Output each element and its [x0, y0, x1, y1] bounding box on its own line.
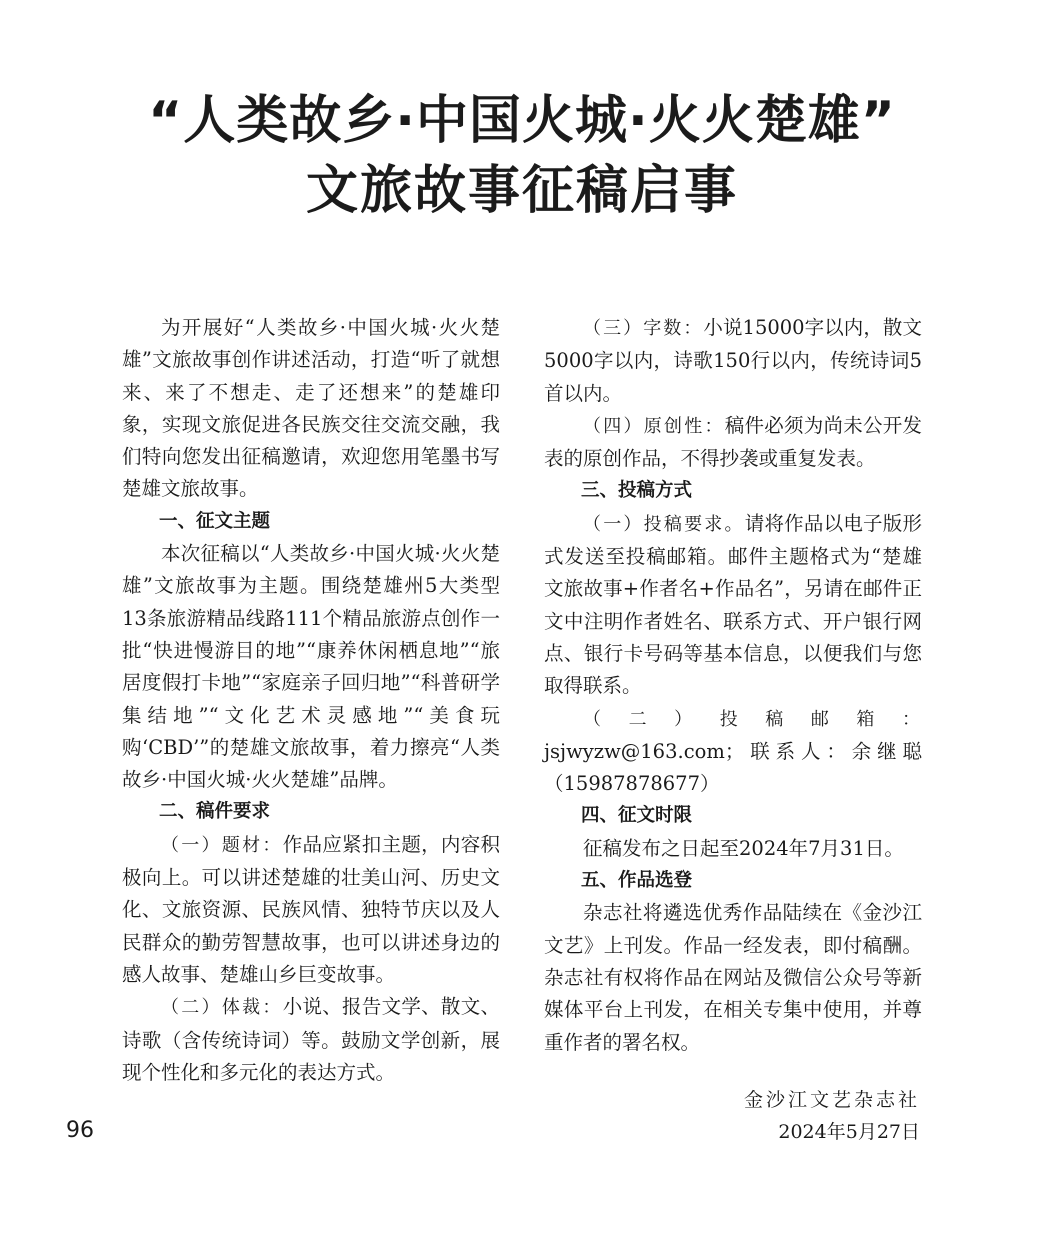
- section-3-item-1: [544, 508, 922, 703]
- item-text: 小说、报告文学、散文、诗歌（含传统诗词）等。鼓励文学创新，展现个性化和多元化的表达方式。: [122, 995, 500, 1084]
- notice-title: [0, 88, 1044, 224]
- section-5-body: 杂志社将遴选优秀作品陆续在《金沙江文艺》上刊发。作品一经发表，即付稿酬。杂志社有权将作品在网站及微信公众号等新媒体平台上刊发，在相关专集中使用，并尊重作者的署名权。: [544, 901, 922, 1054]
- section-2-heading: 二、稿件要求: [159, 801, 271, 823]
- section-2-item-4: [544, 410, 922, 476]
- title-line-2: 文旅故事征稿启事: [305, 161, 738, 221]
- item-text: 请将作品以电子版形式发送至投稿邮箱。邮件主题格式为“楚雄文旅故事+作者名+作品名”，另请在邮件正文中注明作者姓名、联系方式、开户银行网点、银行卡号码等基本信息，以便我们与您取得联系。: [544, 511, 922, 698]
- section-4-body: 征稿发布之日起至2024年7月31日。: [583, 836, 904, 860]
- title-line-1: “人类故乡·中国火城·火火楚雄”: [148, 91, 896, 151]
- item-label: （一）投稿要求。: [583, 513, 745, 535]
- item-label: （四）原创性：: [583, 415, 725, 437]
- item-label: （一）题材：: [161, 834, 283, 856]
- section-3-heading: 三、投稿方式: [581, 480, 693, 502]
- section-1-body: 本次征稿以“人类故乡·中国火城·火火楚雄”文旅故事为主题。围绕楚雄州5大类型13条旅游精品线路111个精品旅游点创作一批“快进慢游目的地”“康养休闲栖息地”“旅居度假打卡地”“家庭亲子回归地”“科普研学集结地”“文化艺术灵感地”“美食玩购‘CBD’”的楚雄文旅故事，着力擦亮“人类故乡·中国火城·火火楚雄”品牌。: [122, 542, 500, 792]
- section-2-item-3: [544, 312, 922, 410]
- item-label: （二）体裁：: [161, 997, 283, 1019]
- right-column: [544, 312, 922, 1059]
- item-label: （二）投稿邮箱：: [583, 708, 922, 730]
- signature-org: 金沙江文艺杂志社: [743, 1089, 920, 1111]
- item-text: 小说15000字以内，散文5000字以内，诗歌150行以内，传统诗词5首以内。: [544, 316, 922, 405]
- item-text: jsjwyzw@163.com；联系人：余继聪（15987878677）: [544, 739, 922, 796]
- section-5-heading: 五、作品选登: [581, 870, 693, 892]
- section-4-heading: 四、征文时限: [581, 805, 693, 827]
- item-label: （三）字数：: [583, 318, 704, 339]
- intro-paragraph: 为开展好“人类故乡·中国火城·火火楚雄”文旅故事创作讲述活动，打造“听了就想来、来了不想走、走了还想来”的楚雄印象，实现文旅促进各民族交往交流交融，我们特向您发出征稿邀请，欢迎您用笔墨书写楚雄文旅故事。: [122, 316, 500, 501]
- section-2-item-2: [122, 991, 500, 1089]
- item-text: 作品应紧扣主题，内容积极向上。可以讲述楚雄的壮美山河、历史文化、文旅资源、民族风情、独特节庆以及人民群众的勤劳智慧故事，也可以讲述身边的感人故事、楚雄山乡巨变故事。: [122, 832, 500, 986]
- section-3-item-2: [544, 703, 922, 801]
- section-2-item-1: [122, 829, 500, 991]
- signature-block: [720, 1084, 920, 1148]
- left-column: [122, 312, 500, 1089]
- item-text: 稿件必须为尚未公开发表的原创作品，不得抄袭或重复发表。: [544, 413, 922, 471]
- section-1-heading: 一、征文主题: [159, 510, 271, 532]
- page-number: 96: [66, 1118, 94, 1143]
- signature-date: 2024年5月27日: [778, 1121, 920, 1143]
